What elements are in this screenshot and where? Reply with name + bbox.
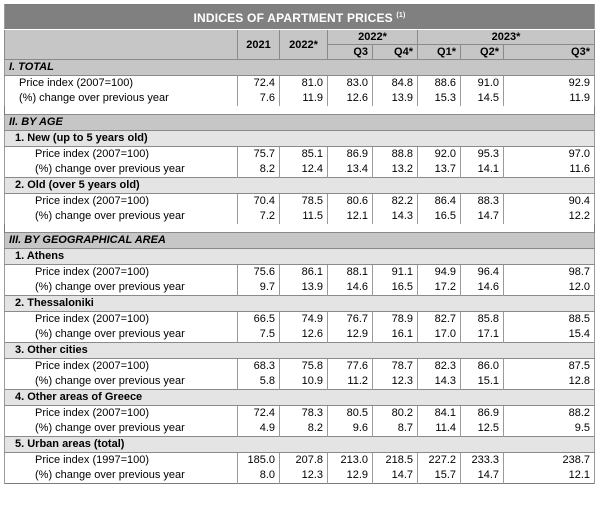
table-row xyxy=(5,194,595,210)
value-cell: 16.5 xyxy=(373,280,418,296)
subsection-header-row xyxy=(5,343,595,359)
value-cell: 12.5 xyxy=(461,421,504,437)
value-cell: 81.0 xyxy=(280,76,328,92)
row-label: Price index (2007=100) xyxy=(5,265,238,281)
subsection-title: 2. Old (over 5 years old) xyxy=(5,178,595,194)
value-cell: 11.5 xyxy=(280,209,328,224)
value-cell: 13.4 xyxy=(328,162,373,178)
value-cell: 5.8 xyxy=(238,374,280,390)
row-label: (%) change over previous year xyxy=(5,468,238,484)
section-title: III. BY GEOGRAPHICAL AREA xyxy=(5,233,595,249)
value-cell: 90.4 xyxy=(504,194,595,210)
value-cell: 8.0 xyxy=(238,468,280,484)
value-cell: 11.6 xyxy=(504,162,595,178)
header-2022: 2022* xyxy=(280,30,328,60)
value-cell: 95.3 xyxy=(461,147,504,163)
value-cell: 84.1 xyxy=(418,406,461,422)
value-cell: 75.8 xyxy=(280,359,328,375)
spacer-cell xyxy=(373,224,418,233)
row-label: Price index (2007=100) xyxy=(5,359,238,375)
value-cell: 14.6 xyxy=(328,280,373,296)
value-cell: 15.1 xyxy=(461,374,504,390)
header-quarter: Q2* xyxy=(461,45,504,60)
row-label: (%) change over previous year xyxy=(5,91,238,106)
row-label: (%) change over previous year xyxy=(5,421,238,437)
header-blank xyxy=(5,30,238,60)
section-header-row xyxy=(5,233,595,249)
value-cell: 15.3 xyxy=(418,91,461,106)
value-cell: 11.2 xyxy=(328,374,373,390)
value-cell: 78.9 xyxy=(373,312,418,328)
header-quarter: Q3 xyxy=(328,45,373,60)
header-quarter: Q4* xyxy=(373,45,418,60)
value-cell: 86.9 xyxy=(461,406,504,422)
row-label: Price index (2007=100) xyxy=(5,406,238,422)
value-cell: 82.2 xyxy=(373,194,418,210)
value-cell: 82.7 xyxy=(418,312,461,328)
value-cell: 88.8 xyxy=(373,147,418,163)
table-row xyxy=(5,421,595,437)
table-row xyxy=(5,468,595,484)
subsection-title: 2. Thessaloniki xyxy=(5,296,595,312)
value-cell: 17.1 xyxy=(461,327,504,343)
value-cell: 97.0 xyxy=(504,147,595,163)
value-cell: 83.0 xyxy=(328,76,373,92)
value-cell: 14.6 xyxy=(461,280,504,296)
value-cell: 88.1 xyxy=(328,265,373,281)
table-row xyxy=(5,209,595,224)
table-row xyxy=(5,374,595,390)
value-cell: 15.4 xyxy=(504,327,595,343)
value-cell: 88.5 xyxy=(504,312,595,328)
value-cell: 13.7 xyxy=(418,162,461,178)
value-cell: 78.7 xyxy=(373,359,418,375)
value-cell: 7.2 xyxy=(238,209,280,224)
value-cell: 80.2 xyxy=(373,406,418,422)
subsection-title: 4. Other areas of Greece xyxy=(5,390,595,406)
value-cell: 72.4 xyxy=(238,76,280,92)
subsection-header-row xyxy=(5,131,595,147)
spacer-cell xyxy=(373,106,418,115)
value-cell: 94.9 xyxy=(418,265,461,281)
value-cell: 76.7 xyxy=(328,312,373,328)
header-2021: 2021 xyxy=(238,30,280,60)
value-cell: 10.9 xyxy=(280,374,328,390)
table-row xyxy=(5,359,595,375)
subsection-header-row xyxy=(5,390,595,406)
value-cell: 84.8 xyxy=(373,76,418,92)
value-cell: 213.0 xyxy=(328,453,373,469)
spacer-cell xyxy=(328,106,373,115)
subsection-title: 1. New (up to 5 years old) xyxy=(5,131,595,147)
value-cell: 12.1 xyxy=(328,209,373,224)
value-cell: 78.5 xyxy=(280,194,328,210)
spacer-cell xyxy=(238,106,280,115)
subsection-header-row xyxy=(5,249,595,265)
row-label: Price index (2007=100) xyxy=(5,147,238,163)
value-cell: 14.7 xyxy=(461,468,504,484)
value-cell: 88.6 xyxy=(418,76,461,92)
value-cell: 86.1 xyxy=(280,265,328,281)
value-cell: 8.2 xyxy=(280,421,328,437)
row-label: Price index (2007=100) xyxy=(5,194,238,210)
value-cell: 9.6 xyxy=(328,421,373,437)
value-cell: 12.6 xyxy=(280,327,328,343)
value-cell: 14.7 xyxy=(373,468,418,484)
subsection-title: 3. Other cities xyxy=(5,343,595,359)
value-cell: 75.6 xyxy=(238,265,280,281)
subsection-header-row xyxy=(5,296,595,312)
value-cell: 13.9 xyxy=(373,91,418,106)
value-cell: 85.1 xyxy=(280,147,328,163)
value-cell: 16.5 xyxy=(418,209,461,224)
value-cell: 17.2 xyxy=(418,280,461,296)
subsection-header-row xyxy=(5,437,595,453)
spacer-cell xyxy=(461,224,504,233)
spacer-cell xyxy=(280,106,328,115)
row-label: (%) change over previous year xyxy=(5,209,238,224)
value-cell: 12.0 xyxy=(504,280,595,296)
section-header-row xyxy=(5,60,595,76)
value-cell: 68.3 xyxy=(238,359,280,375)
value-cell: 78.3 xyxy=(280,406,328,422)
apartment-prices-table xyxy=(4,4,595,484)
value-cell: 87.5 xyxy=(504,359,595,375)
value-cell: 96.4 xyxy=(461,265,504,281)
spacer-cell xyxy=(461,106,504,115)
table-row xyxy=(5,162,595,178)
row-label: Price index (2007=100) xyxy=(5,76,238,92)
section-spacer xyxy=(5,106,595,115)
value-cell: 14.5 xyxy=(461,91,504,106)
row-label: Price index (1997=100) xyxy=(5,453,238,469)
value-cell: 86.0 xyxy=(461,359,504,375)
subsection-title: 5. Urban areas (total) xyxy=(5,437,595,453)
header-2022-quarters: 2022* xyxy=(328,30,418,45)
value-cell: 12.8 xyxy=(504,374,595,390)
table-row xyxy=(5,453,595,469)
value-cell: 12.2 xyxy=(504,209,595,224)
spacer-cell xyxy=(418,106,461,115)
row-label: (%) change over previous year xyxy=(5,162,238,178)
value-cell: 14.1 xyxy=(461,162,504,178)
value-cell: 11.9 xyxy=(504,91,595,106)
subsection-title: 1. Athens xyxy=(5,249,595,265)
value-cell: 66.5 xyxy=(238,312,280,328)
value-cell: 17.0 xyxy=(418,327,461,343)
header-quarter: Q1* xyxy=(418,45,461,60)
section-spacer xyxy=(5,224,595,233)
value-cell: 12.6 xyxy=(328,91,373,106)
value-cell: 70.4 xyxy=(238,194,280,210)
value-cell: 77.6 xyxy=(328,359,373,375)
table-title-note: (1) xyxy=(396,12,406,19)
value-cell: 227.2 xyxy=(418,453,461,469)
spacer-cell xyxy=(5,106,238,115)
table-row xyxy=(5,280,595,296)
value-cell: 15.7 xyxy=(418,468,461,484)
value-cell: 7.5 xyxy=(238,327,280,343)
value-cell: 98.7 xyxy=(504,265,595,281)
value-cell: 12.9 xyxy=(328,468,373,484)
value-cell: 11.9 xyxy=(280,91,328,106)
value-cell: 91.0 xyxy=(461,76,504,92)
header-quarter: Q3* xyxy=(504,45,595,60)
value-cell: 8.7 xyxy=(373,421,418,437)
subsection-header-row xyxy=(5,178,595,194)
value-cell: 11.4 xyxy=(418,421,461,437)
value-cell: 85.8 xyxy=(461,312,504,328)
table-row xyxy=(5,265,595,281)
section-title: I. TOTAL xyxy=(5,60,595,76)
value-cell: 16.1 xyxy=(373,327,418,343)
value-cell: 12.3 xyxy=(373,374,418,390)
value-cell: 72.4 xyxy=(238,406,280,422)
value-cell: 92.0 xyxy=(418,147,461,163)
spacer-cell xyxy=(238,224,280,233)
header-row-years xyxy=(5,30,595,45)
row-label: (%) change over previous year xyxy=(5,280,238,296)
spacer-cell xyxy=(5,224,238,233)
table-row xyxy=(5,147,595,163)
row-label: (%) change over previous year xyxy=(5,374,238,390)
table-row xyxy=(5,327,595,343)
value-cell: 13.9 xyxy=(280,280,328,296)
spacer-cell xyxy=(504,224,595,233)
value-cell: 207.8 xyxy=(280,453,328,469)
value-cell: 80.6 xyxy=(328,194,373,210)
table-title-row xyxy=(5,5,595,30)
value-cell: 92.9 xyxy=(504,76,595,92)
table-row xyxy=(5,91,595,106)
spacer-cell xyxy=(504,106,595,115)
header-2023-quarters: 2023* xyxy=(418,30,595,45)
table-row xyxy=(5,406,595,422)
value-cell: 80.5 xyxy=(328,406,373,422)
table-title xyxy=(5,5,595,30)
value-cell: 74.9 xyxy=(280,312,328,328)
value-cell: 14.3 xyxy=(418,374,461,390)
value-cell: 238.7 xyxy=(504,453,595,469)
value-cell: 185.0 xyxy=(238,453,280,469)
value-cell: 9.5 xyxy=(504,421,595,437)
value-cell: 9.7 xyxy=(238,280,280,296)
table-row xyxy=(5,76,595,92)
spacer-cell xyxy=(280,224,328,233)
value-cell: 12.9 xyxy=(328,327,373,343)
value-cell: 88.3 xyxy=(461,194,504,210)
value-cell: 75.7 xyxy=(238,147,280,163)
spacer-cell xyxy=(328,224,373,233)
value-cell: 91.1 xyxy=(373,265,418,281)
value-cell: 88.2 xyxy=(504,406,595,422)
value-cell: 7.6 xyxy=(238,91,280,106)
table-row xyxy=(5,312,595,328)
section-header-row xyxy=(5,115,595,131)
value-cell: 86.9 xyxy=(328,147,373,163)
value-cell: 86.4 xyxy=(418,194,461,210)
value-cell: 233.3 xyxy=(461,453,504,469)
row-label: Price index (2007=100) xyxy=(5,312,238,328)
spacer-cell xyxy=(418,224,461,233)
value-cell: 13.2 xyxy=(373,162,418,178)
value-cell: 218.5 xyxy=(373,453,418,469)
value-cell: 12.4 xyxy=(280,162,328,178)
value-cell: 12.3 xyxy=(280,468,328,484)
value-cell: 14.3 xyxy=(373,209,418,224)
value-cell: 14.7 xyxy=(461,209,504,224)
row-label: (%) change over previous year xyxy=(5,327,238,343)
value-cell: 12.1 xyxy=(504,468,595,484)
section-title: II. BY AGE xyxy=(5,115,595,131)
table-title-text: INDICES OF APARTMENT PRICES xyxy=(193,11,393,25)
value-cell: 8.2 xyxy=(238,162,280,178)
value-cell: 82.3 xyxy=(418,359,461,375)
value-cell: 4.9 xyxy=(238,421,280,437)
